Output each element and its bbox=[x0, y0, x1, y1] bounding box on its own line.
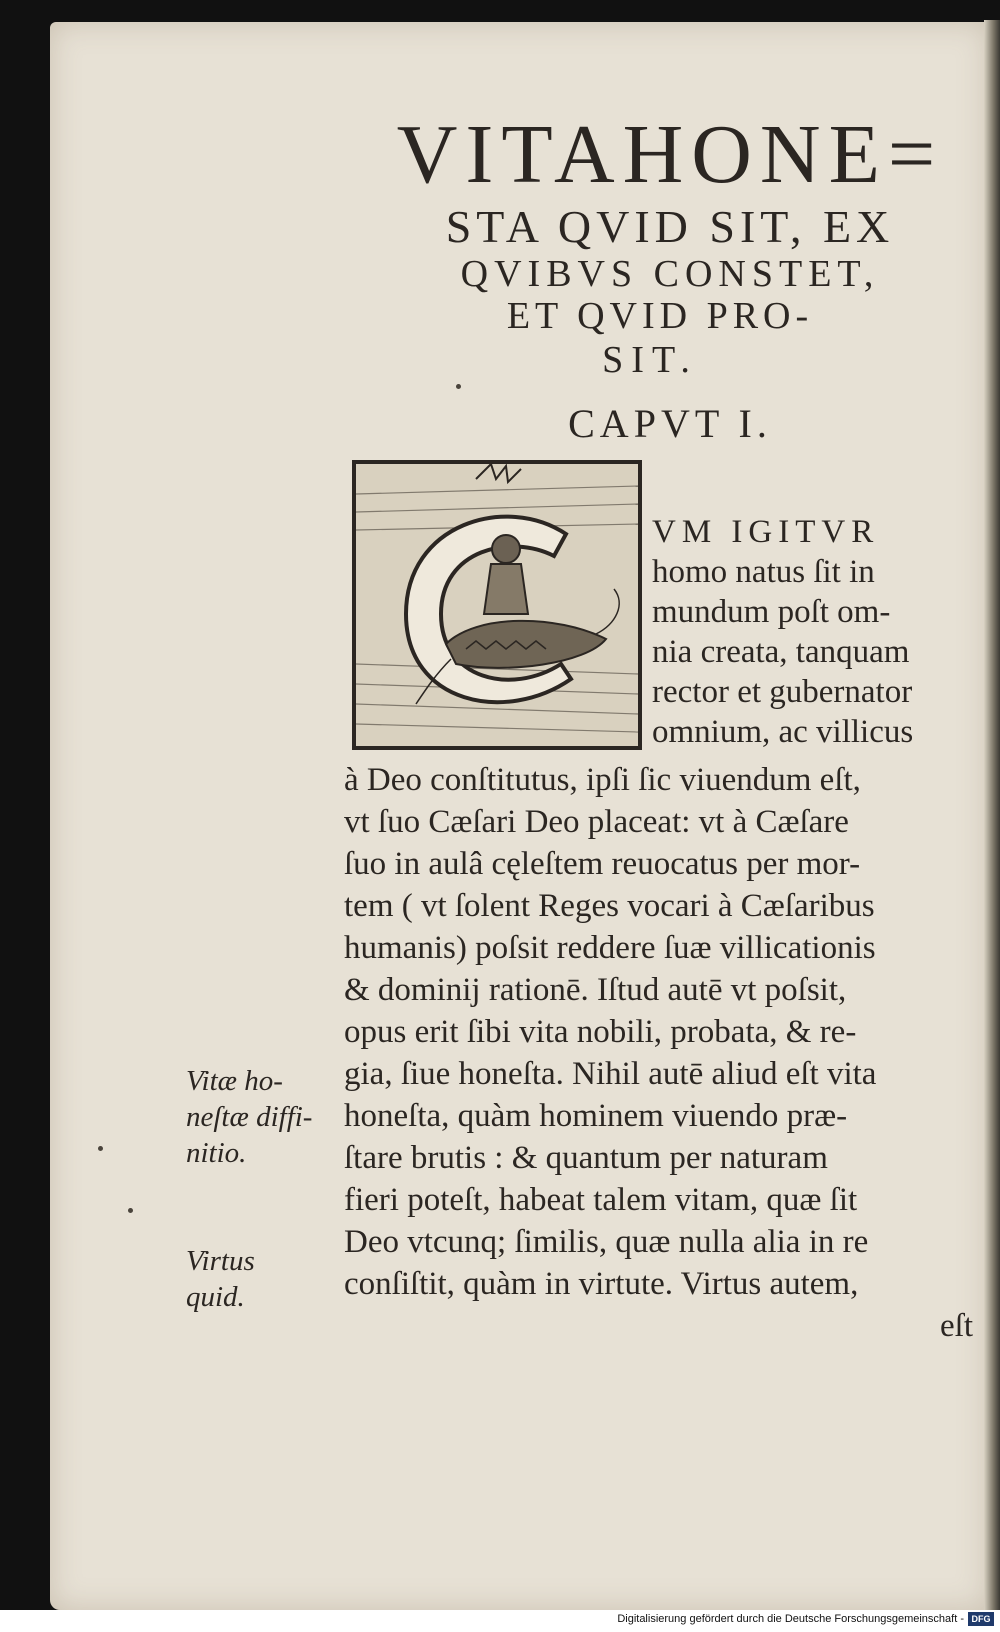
body-line: omnium, ac villicus bbox=[652, 714, 914, 750]
body-first-line: VM IGITVR bbox=[652, 514, 880, 550]
body-line: Deo vtcunq; ſimilis, quæ nulla alia in re bbox=[344, 1224, 869, 1260]
catchword: eſt bbox=[940, 1308, 973, 1344]
chapter-heading: CAPVT I. bbox=[568, 401, 772, 446]
body-line: humanis) poſsit reddere ſuæ villicationis bbox=[344, 930, 876, 966]
body-line: tem ( vt ſolent Reges vocari à Cæſaribus bbox=[344, 888, 875, 924]
body-line: conſiſtit, quàm in virtute. Virtus autem, bbox=[344, 1266, 859, 1302]
body-line: gia, ſiue honeſta. Nihil autē aliud eſt vita bbox=[344, 1056, 877, 1092]
ink-speck bbox=[98, 1146, 103, 1151]
margin-note-line: quid. bbox=[186, 1281, 245, 1313]
body-line: honeſta, quàm hominem viuendo præ- bbox=[344, 1098, 848, 1134]
title-line-1: VITAHONE= bbox=[396, 108, 944, 201]
body-line: homo natus ſit in bbox=[652, 554, 875, 590]
page-edge bbox=[984, 20, 1000, 1610]
footer-credit: Digitalisierung gefördert durch die Deutsche Forschungsgemeinschaft - bbox=[617, 1613, 964, 1625]
margin-note-line: Vitæ ho- bbox=[186, 1065, 283, 1097]
decorated-initial-woodcut bbox=[352, 460, 642, 750]
body-line: à Deo conſtitutus, ipſi ſic viuendum eſt, bbox=[344, 762, 861, 798]
ink-speck bbox=[128, 1208, 133, 1213]
title-line-5: SIT. bbox=[602, 339, 698, 381]
margin-note-line: nitio. bbox=[186, 1137, 247, 1169]
body-line: fieri poteſt, habeat talem vitam, quæ ſit bbox=[344, 1182, 858, 1218]
title-line-4: ET QVID PRO- bbox=[506, 295, 814, 337]
body-line: mundum poſt om- bbox=[652, 594, 891, 630]
body-line: opus erit ſibi vita nobili, probata, & re- bbox=[344, 1014, 857, 1050]
body-line: ſtare brutis : & quantum per naturam bbox=[344, 1140, 828, 1176]
margin-note-line: Virtus bbox=[186, 1245, 255, 1277]
dfg-logo: DFG bbox=[968, 1612, 994, 1626]
body-line: rector et gubernator bbox=[652, 674, 913, 710]
margin-note-line: neſtæ diffi- bbox=[186, 1101, 313, 1133]
title-line-3: QVIBVS CONSTET, bbox=[460, 253, 880, 295]
body-line: vt ſuo Cæſari Deo placeat: vt à Cæſare bbox=[344, 804, 849, 840]
body-line: ſuo in aulâ cęleſtem reuocatus per mor- bbox=[344, 846, 861, 882]
body-line: & dominij rationē. Iſtud autē vt poſsit, bbox=[344, 972, 847, 1008]
body-line: nia creata, tanquam bbox=[652, 634, 910, 670]
ink-speck bbox=[456, 384, 461, 389]
title-line-2: STA QVID SIT, EX bbox=[445, 201, 895, 252]
